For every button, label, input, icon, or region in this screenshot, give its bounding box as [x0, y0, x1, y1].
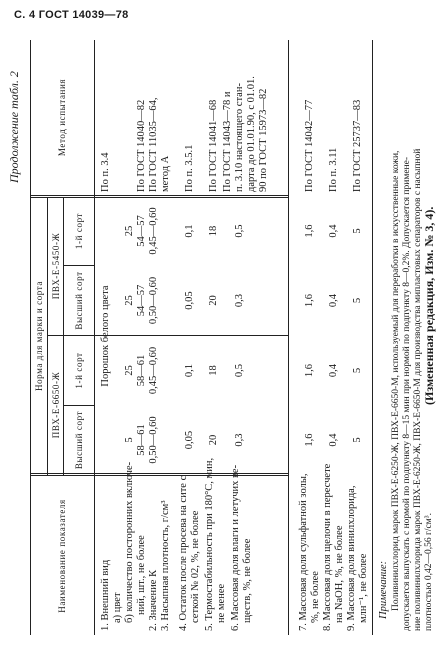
- table-top-border: [30, 40, 31, 635]
- row-1-name-line-4: ний, шт., не более: [136, 535, 147, 615]
- row-4-name-line-1: 4. Остаток после просева на сите с: [178, 475, 189, 631]
- row-9-value-b-first: 5: [352, 228, 363, 234]
- row-7-value-b-first: 1,6: [304, 224, 315, 238]
- table-bottom-border: [288, 40, 289, 635]
- row-7-value-a-first: 1,6: [304, 363, 315, 378]
- row-1-name-line-1: 1. Внешний вид: [100, 559, 111, 631]
- row-8-name-line-2: на NaOH, %, не более: [334, 525, 345, 623]
- row-7-method: По ГОСТ 14042—77: [304, 99, 315, 192]
- row-6-method-line-2: п. 3.10 настоящего стан-: [234, 83, 245, 192]
- row-7-value-a-top: 1,6: [304, 433, 315, 447]
- grade-a-sort-divider: [63, 405, 94, 406]
- row-1-value: Порошок белого цвета: [100, 285, 111, 387]
- row-9-value-b-top: 5: [352, 297, 363, 304]
- row-5-name-line-2: не менее: [216, 583, 227, 623]
- row-3-method: По ГОСТ 14040—82: [136, 99, 147, 192]
- row-7-name-line-1: 7. Массовая доля сульфатной золы,: [298, 473, 309, 631]
- row-4-method: По п. 3.5.1: [184, 144, 195, 192]
- grade-divider: [47, 335, 288, 336]
- row-8-value-b-first: 0,4: [328, 224, 339, 238]
- row-8-method: По п. 3.11: [328, 147, 339, 192]
- row-4-name-line-2: сеткой № 02, %, не более: [190, 510, 201, 623]
- row-1-name-line-3: б) количество посторонних включе-: [124, 461, 135, 623]
- row-3b-value-b-first: 0,45—0,60: [148, 207, 159, 255]
- row-5-value-a-top: 20: [208, 434, 219, 446]
- row-8-value-b-top: 0,4: [328, 293, 339, 308]
- grade-b-first-sort-header: 1-й сорт: [74, 212, 84, 250]
- row-9-value-a-first: 5: [352, 367, 363, 374]
- indicator-header: Наименование показателя: [57, 499, 67, 613]
- row-6-method-line-1: По ГОСТ 14043—78 и: [222, 91, 233, 192]
- note-line-1: Поливинилхлорид марок ПВХ-Е-6250-Ж, ПВХ-Е-6650-М, используемый для переработки в искусственные кожи,: [391, 150, 401, 611]
- row-5-value-b-top: 20: [208, 295, 219, 306]
- row-5-name-line-1: 5. Термостабильность при 180°С, мин,: [204, 457, 215, 631]
- row-4-value-a-first: 0,1: [184, 363, 195, 378]
- rotated-table-page: [0, 40, 436, 635]
- table-area: [0, 40, 436, 635]
- table-final-border: [372, 40, 373, 635]
- row-7-name-line-2: %, не более: [310, 571, 321, 623]
- row-3-name: 3. Насыпная плотность, г/см³: [160, 500, 171, 631]
- edition-note: (Измененная редакция, Изм. № 3, 4).: [422, 206, 436, 405]
- row-7-value-b-top: 1,6: [304, 293, 315, 308]
- row-8-value-a-first: 0,4: [328, 363, 339, 378]
- note-line-2: допускается выпускать с нормой по подпункту 8—15 мин при нормой по подпункту 8—0,2%. Допускается примене-: [402, 156, 412, 631]
- row-3b-method-line-1: По ГОСТ 11035—64,: [148, 97, 159, 192]
- row-5-method: По ГОСТ 14041—68: [208, 99, 219, 192]
- row-6-method-line-3: дарта до 01.01.90, с 01.01.: [246, 76, 257, 192]
- grade-a-header: ПВХ-Е-6650-Ж: [51, 371, 61, 439]
- row-5-value-a-first: 18: [208, 365, 219, 376]
- grade-a-top-sort-header: Высший сорт: [74, 410, 84, 470]
- row-9-name-line-2: млн⁻¹, не более: [358, 553, 369, 623]
- row-9-value-a-top: 5: [352, 437, 363, 443]
- row-2-value-b-top: 25: [124, 295, 135, 306]
- row-2-value-a-top: 5: [124, 437, 135, 443]
- row-8-value-a-top: 0,4: [328, 433, 339, 447]
- page-header: С. 4 ГОСТ 14039—78: [14, 9, 129, 21]
- row-1-method: По п. 3.4: [100, 152, 111, 192]
- method-header: Метод испытания: [57, 78, 67, 157]
- grade-b-sort-divider: [63, 265, 94, 266]
- row-6-value-a-top: 0,3: [234, 433, 245, 447]
- row-6-value-b-top: 0,3: [234, 293, 245, 308]
- row-6-name-line-2: ществ, %, не более: [242, 538, 253, 623]
- grade-a-first-sort-header: 1-й сорт: [74, 352, 84, 389]
- row-6-value-b-first: 0,5: [234, 224, 245, 238]
- row-1-name-line-2: а) цвет: [112, 592, 123, 623]
- indicator-column-divider: [30, 473, 288, 476]
- note-line-4: плотностью 0,42—0,56 г/см³.: [424, 513, 434, 631]
- grade-b-top-sort-header: Высший сорт: [74, 271, 84, 330]
- row-3-value-b-top: 54—57: [136, 284, 147, 317]
- row-4-value-a-top: 0,05: [184, 430, 195, 450]
- row-3b-value-a-first: 0,45—0,60: [148, 346, 159, 395]
- grade-header-line: [63, 197, 64, 475]
- continuation-label: Продолжение табл. 2: [7, 71, 21, 183]
- row-6-method-line-4: 90 по ГОСТ 15973—82: [258, 88, 269, 192]
- row-3-value-a-top: 58—61: [136, 424, 147, 456]
- row-8-name-line-1: 8. Массовая доля щелочи в пересчете: [322, 463, 333, 631]
- row-4-value-b-first: 0,1: [184, 224, 195, 238]
- row-2-value-a-first: 25: [124, 365, 135, 376]
- row-2-name: 2. Значение К: [148, 569, 159, 631]
- row-2-value-b-first: 25: [124, 225, 135, 237]
- row-5-value-b-first: 18: [208, 225, 219, 237]
- norm-header-line: [47, 197, 48, 475]
- header-bottom-border: [94, 40, 95, 635]
- row-3b-value-a-top: 0,50—0,60: [148, 416, 159, 464]
- note-title: Примечание:: [378, 560, 389, 619]
- row-3b-method-line-2: метод А: [160, 155, 171, 192]
- row-4-value-b-top: 0,05: [184, 291, 195, 310]
- row-6-name-line-1: 6. Массовая доля влаги и летучих ве-: [230, 464, 241, 631]
- grade-b-header: ПВХ-Е-5450-Ж: [51, 232, 61, 300]
- row-9-name-line-1: 9. Массовая доля винилхлорида,: [346, 485, 357, 631]
- row-6-value-a-first: 0,5: [234, 363, 245, 378]
- note-line-3: ние поливинилхлорида марок ПВХ-Е-6250-Ж, ПВХ-Е-6650-М для производства мипластовых сепараторов с насыпной: [413, 148, 423, 631]
- row-9-method: По ГОСТ 25737—83: [352, 99, 363, 192]
- norm-header: Норма для марки и сорта: [34, 280, 44, 392]
- row-3-value-a-first: 58—61: [136, 354, 147, 387]
- row-3-value-b-first: 54—57: [136, 215, 147, 247]
- row-3b-value-b-top: 0,50—0,60: [148, 276, 159, 325]
